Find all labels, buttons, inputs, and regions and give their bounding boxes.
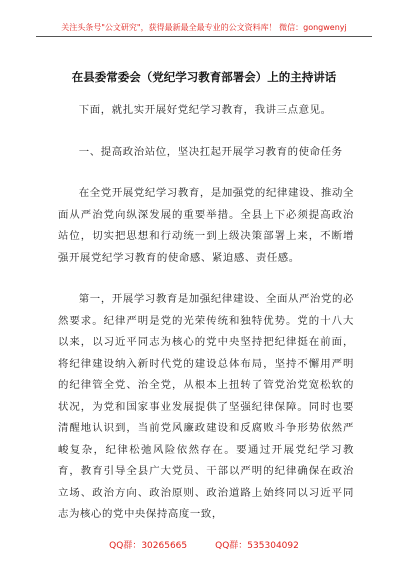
footer	[36, 540, 372, 552]
paragraph-body-2: 第一，开展学习教育是加强纪律建设、全面从严治党的必然要求。纪律严明是党的光荣传统和独特优势。党的十八大以来，以习近平同志为核心的党中央坚持把纪律挺在前面，将纪律建设纳入新时代党的建设总体布局，坚持不懈用严明的纪律管全党、治全党，从根本上扭转了管党治党宽松软的状况，为党和国家事业发展提供了坚强纪律保障。同时也要清醒地认识到，当前党风廉政建设和反腐败斗争形势依然严峻复杂，纪律松弛风险依然存在。要通过开展党纪学习教育，教育引导全县广大党员、干部以严明的纪律确保在政治立场、政治方向、政治原则、政治道路上始终同以习近平同志为核心的党中央保持高度一致，	[58, 293, 354, 520]
section-heading-1: 一、提高政治站位，坚决扛起开展学习教育的使命任务	[78, 145, 343, 158]
paragraph-intro: 下面，就扎实开展好党纪学习教育，我讲三点意见。	[78, 104, 332, 116]
document-title: 在县委常委会（党纪学习教育部署会）上的主持讲话	[71, 70, 337, 84]
paragraph-body-1: 在全党开展党纪学习教育，是加强党的纪律建设、推动全面从严治党向纵深发展的重要举措。全县上下必须提高政治站位，切实把思想和行动统一到上级决策部署上来，不断增强开展党纪学习教育的使命感、紧迫感、责任感。	[58, 187, 354, 264]
footer-qq-group-1: QQ群：30265665	[109, 541, 188, 551]
document-body	[58, 100, 354, 526]
header-divider	[36, 36, 372, 37]
footer-qq-group-2: QQ群：535304092	[215, 541, 299, 551]
header-banner: 关注头条号"公文研究"，获得最新最全最专业的公文资料库！ 微信：gongwenyj	[61, 23, 347, 32]
